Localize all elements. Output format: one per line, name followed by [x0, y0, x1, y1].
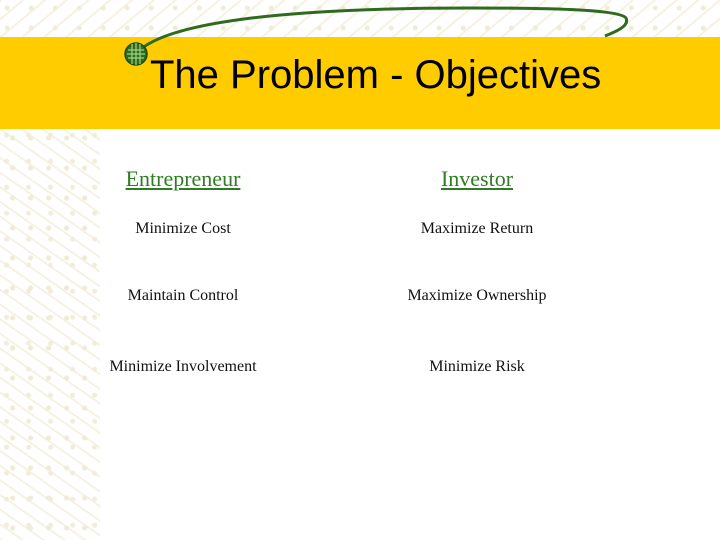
globe-bullet-icon: [122, 40, 150, 68]
entrepreneur-objective-3: Minimize Involvement: [109, 358, 257, 375]
slide-title: The Problem - Objectives: [150, 53, 602, 97]
entrepreneur-objective-1: Minimize Cost: [135, 220, 231, 237]
entrepreneur-header: Entrepreneur: [125, 166, 241, 191]
entrepreneur-objective-2: Maintain Control: [127, 287, 239, 304]
investor-objective-3: Minimize Risk: [429, 358, 525, 375]
investor-header: Investor: [440, 166, 514, 191]
investor-objective-1: Maximize Return: [420, 220, 534, 237]
investor-objective-2: Maximize Ownership: [407, 287, 547, 304]
